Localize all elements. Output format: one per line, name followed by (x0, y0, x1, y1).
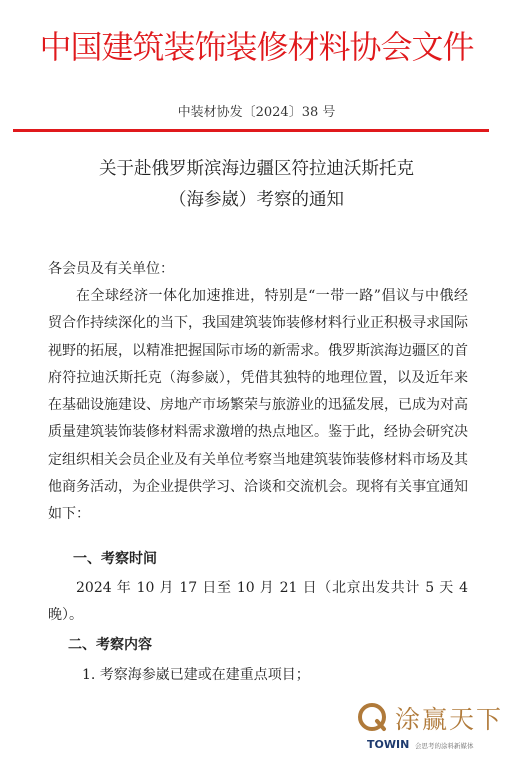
notice-title-line-2: （海参崴）考察的通知 (169, 190, 344, 210)
watermark (355, 700, 513, 757)
salutation: 各会员及有关单位： (48, 261, 174, 277)
red-divider-line (13, 129, 489, 132)
watermark-name: 涂赢天下 (395, 705, 504, 734)
section-heading-time: 一、考察时间 (73, 551, 157, 567)
section-heading-content: 二、考察内容 (68, 637, 152, 653)
section-text-time: 2024 年 10 月 17 日至 10 月 21 日（北京出发共计 5 天 4 晚）。 (48, 580, 468, 624)
watermark-logo-icon (357, 702, 387, 732)
watermark-brand: TOWIN (367, 738, 410, 751)
notice-title-line-1: 关于赴俄罗斯滨海边疆区符拉迪沃斯托克 (99, 159, 414, 179)
document-header-title: 中国建筑装饰装修材料协会文件 (39, 28, 474, 66)
body-paragraph: 在全球经济一体化加速推进，特别是“一带一路”倡议与中俄经贸合作持续深化的当下，我国建筑装饰装修材料行业正积极寻求国际视野的拓展，以精准把握国际市场的新需求。俄罗斯滨海边疆区的首府符拉迪沃斯托克（海参崴），凭借其独特的地理位置，以及近年来在基础设施建设、房地产市场繁荣与旅游业的迅猛发展，已成为对高质量建筑装饰装修材料需求激增的热点地区。鉴于此，经协会研究决定组织相关会员企业及有关单位考察当地建筑装饰装修材料市场及其他商务活动，为企业提供学习、洽谈和交流机会。现将有关事宜通知如下： (48, 288, 468, 523)
list-item: 1. 考察海参崴已建或在建重点项目； (82, 667, 310, 683)
document-number: 中装材协发〔2024〕38 号 (177, 105, 336, 120)
watermark-slogan: 会思考的涂料新媒体 (415, 742, 474, 750)
